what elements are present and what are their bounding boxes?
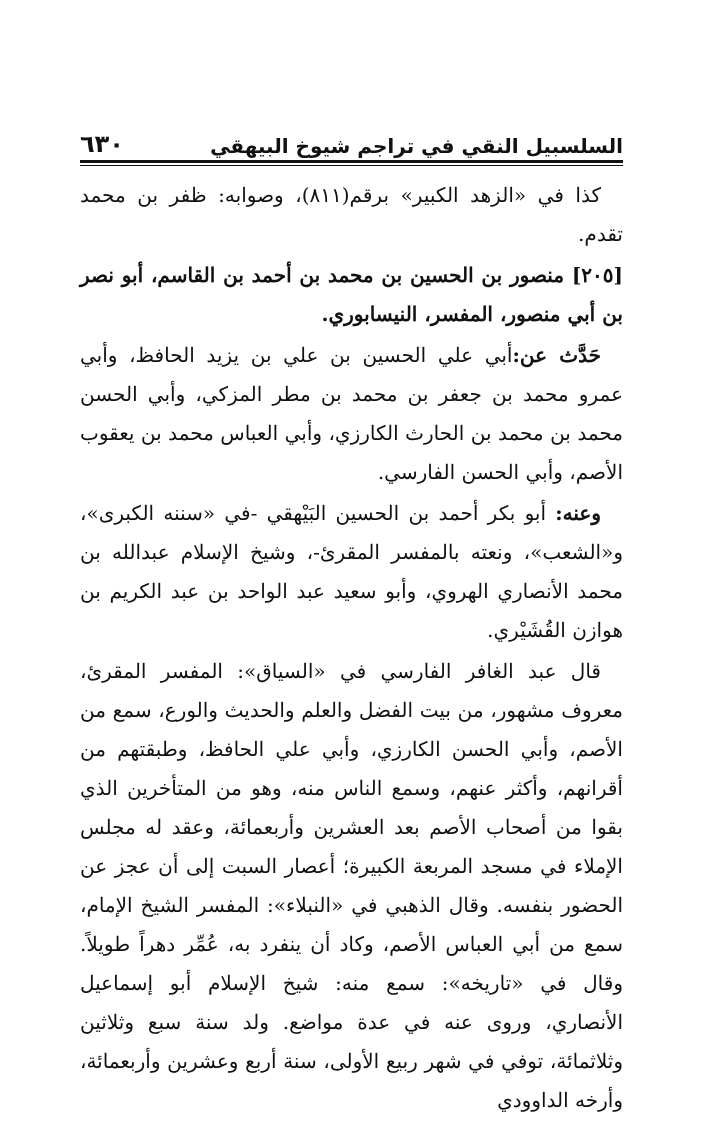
narrated-from-lead: حَدَّث عن: bbox=[512, 343, 601, 367]
header-rule-thick bbox=[80, 160, 623, 163]
paragraph-1: كذا في «الزهد الكبير» برقم(٨١١)، وصوابه: ظفر بن محمد تقدم. bbox=[80, 183, 623, 246]
header-rule-thin bbox=[80, 165, 623, 166]
entry-title: [٢٠٥] منصور بن الحسين بن محمد بن أحمد بن القاسم، أبو نصر بن أبي منصور، المفسر، النيسابوري. bbox=[80, 263, 623, 326]
narrators-lead: وعنه: bbox=[555, 501, 601, 525]
running-title: السلسبيل النقي في تراجم شيوخ البيهقي bbox=[210, 134, 623, 158]
paragraph-narrators bbox=[80, 494, 623, 650]
narrators-text: أبو بكر أحمد بن الحسين البَيْهقي -في «سننه الكبرى»، و«الشعب»، ونعته بالمفسر المقرئ-، وشيخ الإسلام عبدالله بن محمد الأنصاري الهروي، وأبو سعيد عبد الواحد بن عبد الكريم بن هوازن القُشَيْري. bbox=[80, 501, 623, 642]
page-body bbox=[80, 176, 623, 1122]
page-header bbox=[80, 118, 623, 158]
narrated-from-text: أبي علي الحسين بن علي بن يزيد الحافظ، وأبي عمرو محمد بن جعفر بن محمد بن مطر المزكي، وأبي الحسن محمد بن محمد بن الحارث الكارزي، وأبي العباس محمد بن يعقوب الأصم، وأبي الحسن الفارسي. bbox=[80, 343, 623, 484]
page-number: ٦٣٠ bbox=[80, 130, 124, 158]
paragraph-biography: قال عبد الغافر الفارسي في «السياق»: المفسر المقرئ، معروف مشهور، من بيت الفضل والعلم والحديث والورع، سمع من الأصم، وأبي الحسن الكارزي، وأبي علي الحافظ، وطبقتهم من أقرانهم، وأكثر عنهم، وسمع الناس منه، وهو من المتأخرين الذي بقوا من أصحاب الأصم بعد العشرين وأربعمائة، وعقد له مجلس الإملاء في مسجد المربعة الكبيرة؛ أعصار السبت إلى أن عجز عن الحضور بنفسه. وقال الذهبي في «النبلاء»: المفسر الشيخ الإمام، سمع من أبي العباس الأصم، وكاد أن ينفرد به، عُمِّر دهراً طويلاً. وقال في «تاريخه»: سمع منه: شيخ الإسلام أبو إسماعيل الأنصاري، وروى عنه في عدة مواضع. ولد سنة سبع وثلاثين وثلاثمائة، توفي في شهر ربيع الأولى، سنة أربع وعشرين وأربعمائة، وأرخه الداوودي bbox=[80, 659, 623, 1112]
paragraph-narrated-from bbox=[80, 336, 623, 492]
